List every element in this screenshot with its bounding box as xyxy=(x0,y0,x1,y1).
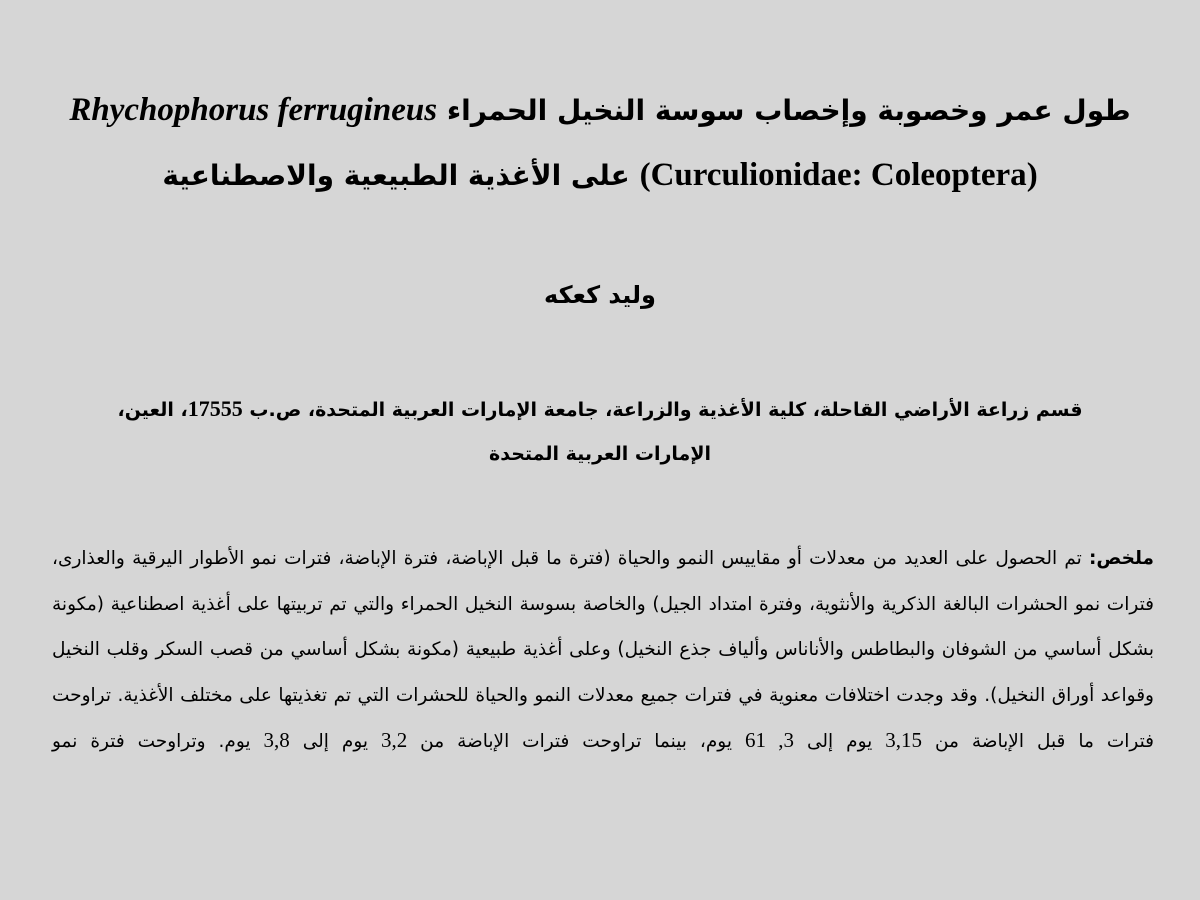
author-name: وليد كعكه xyxy=(544,281,656,309)
abstract-number-2: 3, 61 xyxy=(744,728,795,752)
abstract-number-3: 3,2 xyxy=(380,728,408,752)
affiliation-city: ، العين، xyxy=(117,399,188,421)
title-arabic-part2: على الأغذية الطبيعية والاصطناعية xyxy=(162,159,630,192)
abstract-text-4: يوم إلى xyxy=(289,731,381,752)
abstract-number-1: 3,15 xyxy=(885,728,922,752)
title-family-name: (Curculionidae: Coleoptera) xyxy=(639,157,1038,193)
author-affiliation xyxy=(60,387,1140,476)
affiliation-po-box: 17555 xyxy=(187,396,243,421)
abstract-number-4: 3,8 xyxy=(263,728,290,752)
affiliation-department: قسم زراعة الأراضي القاحلة، كلية الأغذية والزراعة، جامعة الإمارات العربية المتحدة، ص.ب xyxy=(249,399,1083,421)
abstract-text-1: تم الحصول على العديد من معدلات أو مقاييس النمو والحياة (فترة ما قبل الإباضة، فترة الإباضة، فترات نمو الأطوار اليرقية والعذارى، فترات نمو الحشرات البالغة الذكرية والأنثوية، وفترة امتداد الجيل) والخاصة بسوسة النخيل الحمراء والتي تم تربيتها على أغذية اصطناعية (مكونة بشكل أساسي من الشوفان والبطاطس والأناناس وألياف جذع النخيل) وعلى أغذية طبيعية (مكونة بشكل أساسي من قصب السكر وقلب النخيل وقواعد أوراق النخيل). وقد وجدت اختلافات معنوية في فترات جميع معدلات النمو والحياة للحشرات التي تم تغذيتها على مختلف الأغذية. تراوحت فترات ما قبل الإباضة من xyxy=(52,548,1155,752)
title-species-name: Rhychophorus ferrugineus xyxy=(69,92,438,128)
abstract-text-5: يوم. وتراوحت فترة نمو xyxy=(52,731,264,752)
paper-title xyxy=(40,78,1160,208)
affiliation-country: الإمارات العربية المتحدة xyxy=(489,443,711,465)
abstract-paragraph xyxy=(52,536,1154,765)
abstract-text-2: يوم إلى xyxy=(794,731,886,752)
abstract-label: ملخص: xyxy=(1089,548,1154,569)
title-arabic-part1: طول عمر وخصوبة وإخصاب سوسة النخيل الحمراء xyxy=(446,94,1131,127)
abstract-text-3: يوم، بينما تراوحت فترات الإباضة من xyxy=(407,731,745,752)
